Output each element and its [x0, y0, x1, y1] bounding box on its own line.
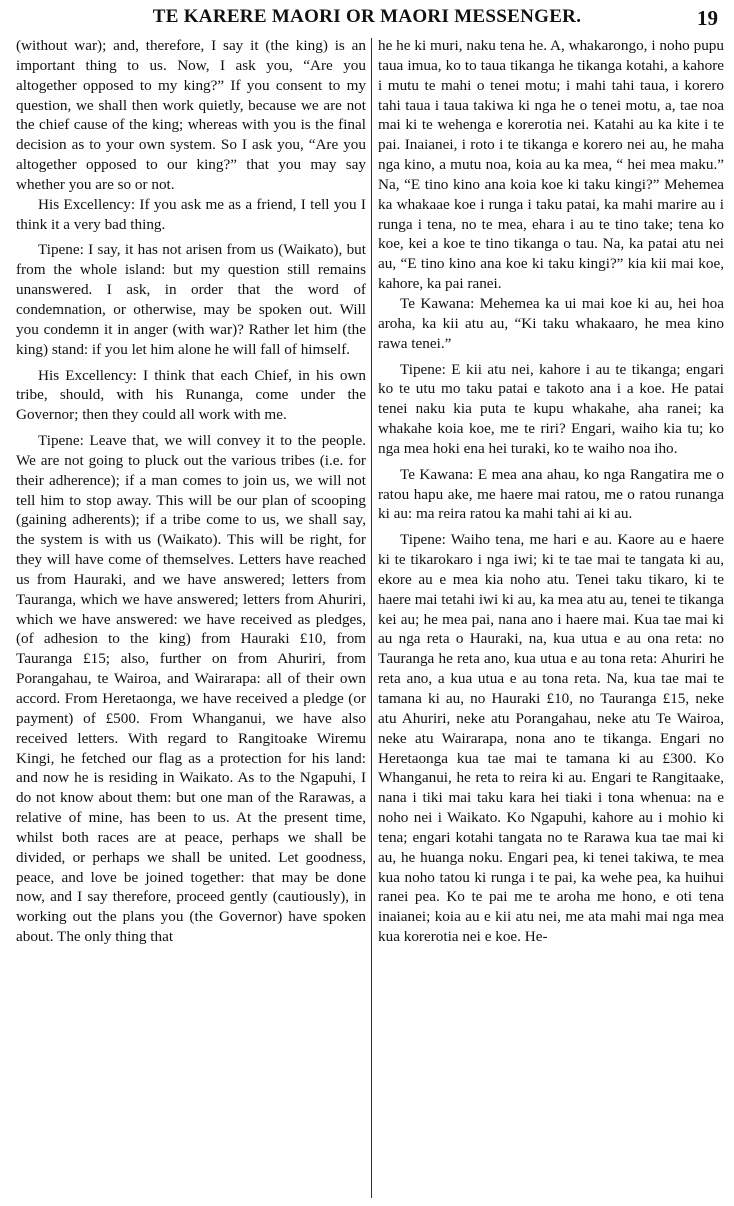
- paragraph: Tipene: I say, it has not arisen from us (Waikato), but from the whole island: but my question still remains unanswered. I ask, in order that the word of condemnation, or otherwise, may be spoken out. Will you condemn it in anger (with war)? Rather let him (the king) stand: if you let him alone he will fall of himself.: [16, 241, 366, 358]
- paragraph: Te Kawana: Mehemea ka ui mai koe ki au, hei hoa aroha, ka kii atu au, “Ki taku whakaaro, he mea kino rawa tenei.”: [378, 294, 724, 352]
- paragraph: His Excellency: I think that each Chief, in his own tribe, should, with his Runanga, come under the Governor; then they could all work with me.: [16, 366, 366, 424]
- english-column: [16, 36, 366, 1202]
- page-number: 19: [697, 6, 718, 30]
- paragraph: he he ki muri, naku tena he. A, whakarongo, i noho pupu taua imua, ko to taua tikanga he tikanga kotahi, a kahore i mutu te mahi o tenei motu; i mahi tahi taua, i korero tahi taua i taua takiwa ki nga he o tenei motu, a, tae noa mai ki te wehenga e korerotia nei. Katahi au ka kite i te pai. Inaianei, i roto i te tikanga e korero nei au, he maha nga kino, a mutu noa, koia au ka mea, “ hei mea maku.” Na, “E tino kino ana koia koe ki taku kingi?” Mehemea ka whakaae koe i runga i taku patai, ka mahi marire au i runga i tena, no te mea, ehara i au te tino take; tena ko koe, kei a koe te tino tikanga o tau. Na, ka patai atu nei au, “E tino kino ana koe ki taku kingi?” kia kii mai koe, kahore, ka pai ranei.: [378, 37, 724, 293]
- column-divider: [371, 38, 372, 1198]
- newspaper-title: TE KARERE MAORI OR MAORI MESSENGER.: [152, 6, 582, 27]
- paragraph: Tipene: Leave that, we will convey it to the people. We are not going to pluck out the various tribes (i.e. for their adherence); if a man comes to join us, we will not tell him to stop away. This will be our plan of scooping (gaining adherents); if a tribe come to us, we shall say, the system is with us (Waikato). This will be right, for they will have come of themselves. Letters have reached us from Hauraki, and we have answered; letters from Tauranga, which we have answered; letters from Ahuriri, which we have answered: we have received as pledges, (of adhesion to the king) from Hauraki £10, from Tauranga £15; also, further on from Ahuriri, from Porangahau, te Wairoa, and Wairarapa: all of their own accord. From Heretaonga, we have received a pledge (or payment) of £500. From Whanganui, we have also received letters. With regard to Rangitoake Wiremu Kingi, he fetched our flag as a protection for his land: and now he is residing in Waikato. As to the Ngapuhi, I do not know about them: but one man of the Rarawas, a relative of mine, has been to us. At the present time, whilst both races are at peace, perhaps we shall be divided, or perhaps we shall be united. Let goodness, peace, and love be joined together: that may be done now, and I say therefore, proceed gently (cautiously), in working out the plans you (the Governor) have spoken about. The only thing that: [16, 432, 366, 946]
- page-header: [14, 6, 720, 32]
- paragraph: (without war); and, therefore, I say it (the king) is an important thing to us. Now, I ask you, “Are you altogether opposed to my king?” If you consent to my question, we shall then work quietly, because we are not the chief cause of the king; whereas with you is the final decision as to your own system. So I ask you, “Are you altogether opposed to our king?” that you may say whether you are so or not.: [16, 37, 366, 193]
- paragraph: Te Kawana: E mea ana ahau, ko nga Rangatira me o ratou hapu ake, me haere mai ratou, me o ratou runanga ki au: ma reira ratou ka mahi tahi ai ki au.: [378, 465, 724, 523]
- maori-column: [378, 36, 724, 1202]
- paragraph: His Excellency: If you ask me as a friend, I tell you I think it a very bad thing.: [16, 195, 366, 233]
- paragraph: Tipene: E kii atu nei, kahore i au te tikanga; engari ko te utu mo taku patai e takoto ana i a koe. He patai tenei naku kia puta te kupu whakahe, aha ranei; ka whakahe koia koe, me te riri? Engari, waiho kia tu; ko nga mea hoki ena hei turaki, ko te waiho noa iho.: [378, 360, 724, 457]
- paragraph: Tipene: Waiho tena, me hari e au. Kaore au e haere ki te tikarokaro i nga iwi; ki te tae mai te tangata ki au, ekore au e mea kia noho atu. Tenei taku tikaro, ki te haere mai tetahi iwi ki au, ka mea atu au, tenei te tikanga kei au; he mea pai, nana ano i haere mai. Kua tae mai ki au nga reta o Hauraki, na, kua utua e au ona reta: no Tauranga he reta ano, kua utua e au tona reta: Ahuriri he reta ano, a kua utua e au tona reta. Na, kua tae mai te tamana ki au, no Hauraki £10, no Tauranga £15, neke atu Ahuriri, neke atu Porangahau, neke atu Te Wairoa, neke atu Wairarapa, nona ano te tikanga. Engari no Heretaonga kua tae mai te tamana ki au £300. Ko Whanganui, he reta to reira ki au. Engari te Rangitaake, nana i tiki mai taku kara hei tiaki i tona whenua: na e noho nei i Waikato. Ko Ngapuhi, kahore au i mohio ki tena; engari kotahi tangata no te Rarawa kua tae mai ki au, he huanga noku. Engari pea, ki tenei takiwa, te mea kua noho tatou ki runga i te pai, ka wehe pea, ka huihui ranei pea. Ko te pai me te aroha me hono, e oti tena inaianei; koia au e kii atu nei, me ata mahi mai nga mea kua korerotia nei e koe. He-: [378, 531, 724, 946]
